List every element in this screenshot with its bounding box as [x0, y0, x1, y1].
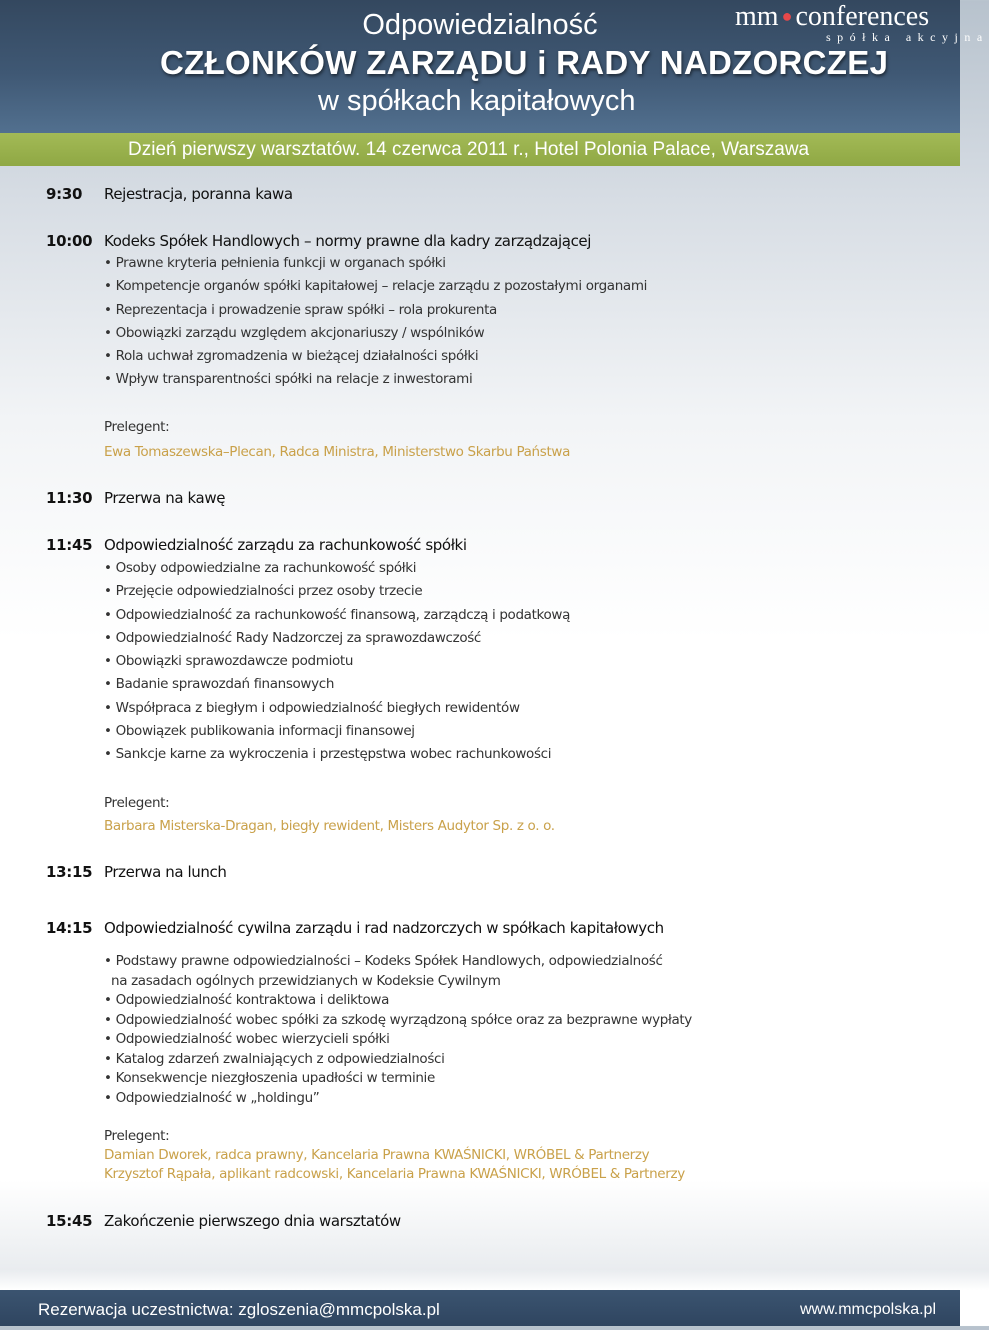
bullet-item: • Prawne kryteria pełnienia funkcji w organach spółki	[104, 252, 647, 275]
title-main: CZŁONKÓW ZARZĄDU i RADY NADZORCZEJ	[160, 44, 889, 81]
day-info-bar	[0, 133, 960, 166]
bullet-item: • Odpowiedzialność w „holdingu”	[104, 1089, 692, 1109]
bullet-item: • Obowiązki zarządu względem akcjonariuszy / wspólników	[104, 322, 647, 345]
bullet-list	[104, 952, 692, 1108]
agenda-time: 15:45	[46, 1212, 93, 1230]
header-banner	[0, 0, 989, 133]
speaker-name: Barbara Misterska-Dragan, biegły rewident, Misters Audytor Sp. z o. o.	[104, 818, 555, 834]
bullet-item: • Konsekwencje niezgłoszenia upadłości w terminie	[104, 1069, 692, 1089]
bullet-item: • Rola uchwał zgromadzenia w bieżącej działalności spółki	[104, 345, 647, 368]
bullet-item: • Obowiązki sprawozdawcze podmiotu	[104, 650, 570, 673]
agenda-time: 13:15	[46, 863, 93, 881]
speaker-name: Krzysztof Rąpała, aplikant radcowski, Kancelaria Prawna KWAŚNICKI, WRÓBEL & Partnerzy	[104, 1166, 685, 1182]
speaker-label: Prelegent:	[104, 1128, 170, 1144]
bullet-item: • Obowiązek publikowania informacji finansowej	[104, 720, 570, 743]
bullet-item: • Osoby odpowiedzialne za rachunkowość spółki	[104, 557, 570, 580]
footer-bar	[0, 1290, 960, 1326]
speaker-label: Prelegent:	[104, 795, 170, 811]
agenda-title: Przerwa na kawę	[104, 489, 226, 507]
bullet-continuation	[104, 972, 692, 992]
logo-subtitle: spółka akcyjna	[826, 30, 989, 44]
bullet-item: • Odpowiedzialność za rachunkowość finansową, zarządczą i podatkową	[104, 604, 570, 627]
logo-dot-icon: ●	[781, 6, 793, 26]
agenda-time: 11:30	[46, 489, 93, 507]
bullet-item: • Odpowiedzialność wobec wierzycieli spółki	[104, 1030, 692, 1050]
bullet-item: • Wpływ transparentności spółki na relacje z inwestorami	[104, 368, 647, 391]
agenda-title: Kodeks Spółek Handlowych – normy prawne dla kadry zarządzającej	[104, 232, 592, 250]
continuation-text: na zasadach ogólnych przewidzianych w Kodeksie Cywilnym	[111, 972, 501, 989]
title-top: Odpowiedzialność	[362, 9, 598, 41]
bullet-item: • Podstawy prawne odpowiedzialności – Kodeks Spółek Handlowych, odpowiedzialność	[104, 952, 692, 972]
speaker-label: Prelegent:	[104, 419, 170, 435]
bullet-item: • Reprezentacja i prowadzenie spraw spółki – rola prokurenta	[104, 299, 647, 322]
agenda-title: Zakończenie pierwszego dnia warsztatów	[104, 1212, 401, 1230]
agenda-time: 9:30	[46, 185, 83, 203]
day-info-text: Dzień pierwszy warsztatów. 14 czerwca 2011 r., Hotel Polonia Palace, Warszawa	[128, 139, 810, 160]
bullet-item: • Badanie sprawozdań finansowych	[104, 673, 570, 696]
footer-registration-email[interactable]: Rezerwacja uczestnictwa: zgloszenia@mmcpolska.pl	[38, 1300, 440, 1319]
agenda-title: Odpowiedzialność cywilna zarządu i rad nadzorczych w spółkach kapitałowych	[104, 919, 664, 937]
bullet-list	[104, 557, 570, 767]
bullet-item: • Sankcje karne za wykroczenia i przestępstwa wobec rachunkowości	[104, 743, 570, 766]
bullet-item: • Przejęcie odpowiedzialności przez osoby trzecie	[104, 580, 570, 603]
footer-website-link[interactable]: www.mmcpolska.pl	[799, 1301, 936, 1318]
agenda-title: Rejestracja, poranna kawa	[104, 185, 293, 203]
bullet-item: • Odpowiedzialność kontraktowa i deliktowa	[104, 991, 692, 1011]
logo-mm: mm	[735, 1, 779, 32]
bullet-item: • Katalog zdarzeń zwalniających z odpowiedzialności	[104, 1050, 692, 1070]
bullet-item: • Kompetencje organów spółki kapitałowej – relacje zarządu z pozostałymi organami	[104, 275, 647, 298]
agenda-time: 11:45	[46, 536, 93, 554]
logo-conferences: conferences	[795, 1, 930, 32]
agenda-title: Przerwa na lunch	[104, 863, 227, 881]
speaker-name: Damian Dworek, radca prawny, Kancelaria Prawna KWAŚNICKI, WRÓBEL & Partnerzy	[104, 1147, 650, 1163]
agenda-title: Odpowiedzialność zarządu za rachunkowość spółki	[104, 536, 467, 554]
bullet-item: • Odpowiedzialność wobec spółki za szkodę wyrządzoną spółce oraz za bezprawne wypłaty	[104, 1011, 692, 1031]
bullet-item: • Odpowiedzialność Rady Nadzorczej za sprawozdawczość	[104, 627, 570, 650]
speaker-name: Ewa Tomaszewska–Plecan, Radca Ministra, Ministerstwo Skarbu Państwa	[104, 444, 571, 460]
bullet-list	[104, 252, 647, 392]
agenda-time: 14:15	[46, 919, 93, 937]
title-subtitle: w spółkach kapitałowych	[318, 85, 636, 117]
bullet-item: • Współpraca z biegłym i odpowiedzialność biegłych rewidentów	[104, 697, 570, 720]
agenda-time: 10:00	[46, 232, 93, 250]
